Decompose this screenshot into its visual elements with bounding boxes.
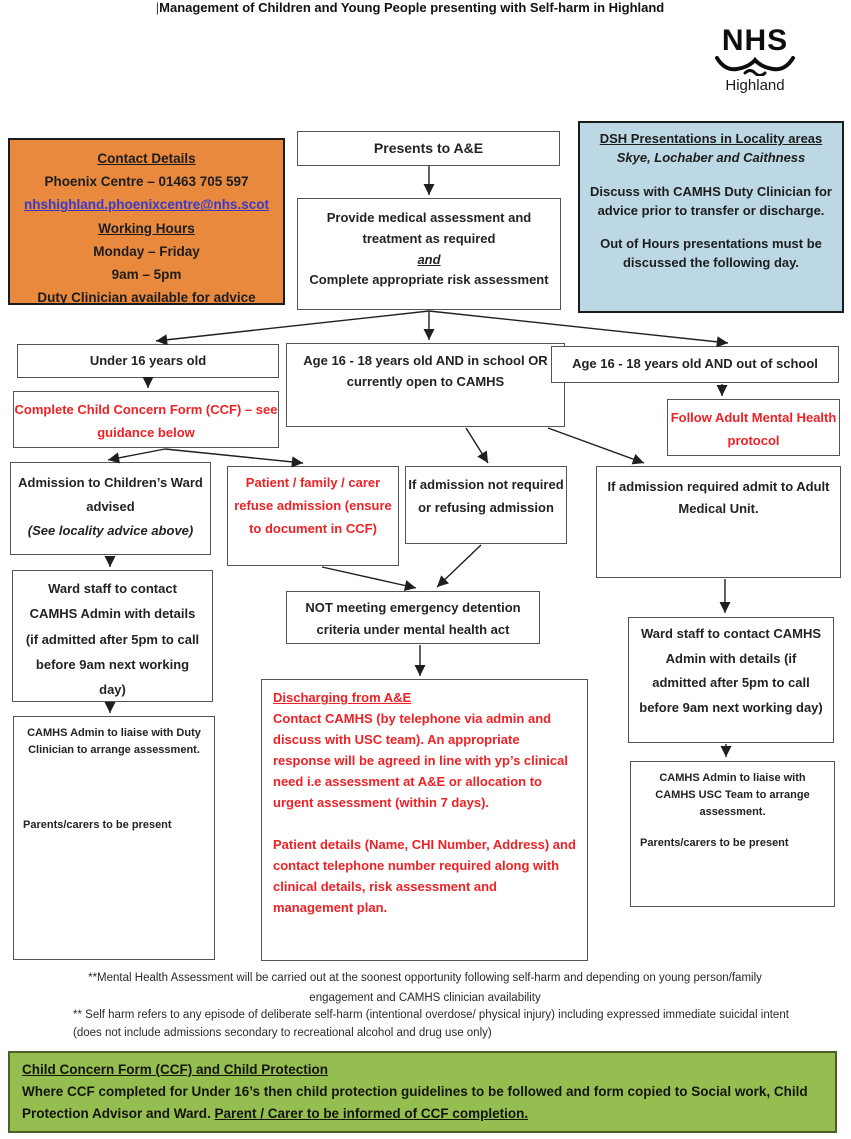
node-under-16 [17, 344, 279, 378]
locality-areas: Skye, Lochaber and Caithness [616, 149, 806, 165]
contact-details-box [8, 138, 285, 305]
nhs-logo-text: NHS [721, 24, 789, 57]
page-title [0, 0, 820, 15]
working-days: Monday – Friday [93, 243, 200, 259]
node-follow-adult-protocol [667, 399, 840, 456]
contact-phone: Phoenix Centre – 01463 705 597 [44, 174, 249, 190]
node-ward-staff-contact-left [12, 570, 213, 702]
node-refuse-admission [227, 466, 399, 566]
camhs-left-para1: CAMHS Admin to liaise with Duty Clinician to arrange assessment. [27, 727, 201, 757]
page-title-text: Management of Children and Young People presenting with Self-harm in Highland [159, 0, 665, 15]
discharge-heading: Discharging from A&E [273, 690, 412, 705]
node-camhs-admin-liaise-right [630, 761, 835, 907]
ccf-box-body: Where CCF completed for Under 16’s then child protection guidelines to be followed and form copied to Social work, Child Protection Advisor and Ward. [22, 1083, 808, 1121]
camhs-right-para1: CAMHS Admin to liaise with CAMHS USC Team to arrange assessment. [655, 772, 810, 819]
node-admission-not-required [405, 466, 567, 544]
locality-dsh-box [578, 121, 844, 313]
node-camhs-admin-liaise-left [13, 716, 215, 960]
ccf-box-body-underlined: Parent / Carer to be informed of CCF completion. [214, 1105, 529, 1121]
ward-advised-line2: (See locality advice above) [27, 523, 194, 539]
locality-para1: Discuss with CAMHS Duty Clinician for advice prior to transfer or discharge. [590, 183, 832, 218]
medical-and: and [417, 251, 441, 267]
node-medical-assessment [297, 198, 561, 310]
node-not-meeting-detention-criteria [286, 591, 540, 644]
node-16-18-out-of-school [551, 346, 839, 383]
node-complete-ccf [13, 391, 279, 448]
working-hours-heading: Working Hours [98, 220, 195, 236]
node-refuse-admission-label: Patient / family / carer refuse admission (ensure to document in CCF) [234, 475, 392, 536]
node-ward-staff-contact-right [628, 617, 834, 743]
node-admission-childrens-ward [10, 462, 211, 555]
nhs-logo-region-text: Highland [725, 77, 785, 94]
node-admit-adult-medical-unit [596, 466, 841, 578]
child-concern-form-box [8, 1051, 837, 1133]
nhs-highland-logo [703, 26, 807, 94]
ccf-box-heading: Child Concern Form (CCF) and Child Protection [22, 1062, 328, 1077]
nhs-highland-logo-icon [713, 56, 797, 76]
node-16-18-in-school [286, 343, 565, 427]
locality-heading: DSH Presentations in Locality areas [599, 131, 823, 146]
node-under-16-label: Under 16 years old [89, 352, 207, 368]
medical-line1: Provide medical assessment and treatment as required [326, 210, 532, 246]
discharge-para2: Patient details (Name, CHI Number, Address) and contact telephone number required along with clinical details, risk assessment and management plan. [273, 837, 576, 916]
camhs-right-para2: Parents/carers to be present [640, 837, 789, 850]
node-discharging-from-ae [261, 679, 588, 961]
node-ward-staff-contact-right-label: Ward staff to contact CAMHS Admin with details (if admitted after 5pm to call before 9am next working day) [639, 626, 823, 716]
node-presents-to-ae-label: Presents to A&E [373, 140, 484, 157]
node-16-18-in-school-label: Age 16 - 18 years old AND in school OR currently open to CAMHS [303, 353, 548, 389]
discharge-para1: Contact CAMHS (by telephone via admin and discuss with USC team). An appropriate response will be agreed in line with yp’s clinical need i.e assessment at A&E or allocation to urgent assessment (within 7 days). [273, 711, 568, 811]
node-admit-adult-medical-unit-label: If admission required admit to Adult Medical Unit. [607, 479, 830, 517]
node-admission-not-required-label: If admission not required or refusing admission [408, 477, 564, 515]
camhs-left-para2: Parents/carers to be present [23, 819, 172, 832]
node-presents-to-ae [297, 131, 560, 166]
duty-clinician-note: Duty Clinician available for advice [37, 290, 256, 306]
locality-para2: Out of Hours presentations must be discussed the following day. [600, 236, 822, 271]
footnote-self-harm-definition: ** Self harm refers to any episode of deliberate self-harm (intentional overdose/ physical injury) including expressed immediate suicidal intent (does not include admissions secondary to recreational alcohol and drug use only) [73, 1009, 789, 1040]
node-follow-adult-protocol-label: Follow Adult Mental Health protocol [670, 410, 837, 449]
medical-line2: Complete appropriate risk assessment [309, 272, 549, 288]
contact-heading: Contact Details [97, 151, 196, 166]
ward-advised-line1: Admission to Children’s Ward advised [18, 475, 203, 515]
text-cursor: | [155, 0, 160, 15]
node-16-18-out-of-school-label: Age 16 - 18 years old AND out of school [572, 356, 818, 372]
node-ward-staff-contact-left-label: Ward staff to contact CAMHS Admin with details (if admitted after 5pm to call before 9am next working day) [25, 581, 200, 698]
email-link[interactable]: nhshighland.phoenixcentre@nhs.scot [24, 197, 269, 213]
node-not-meeting-detention-criteria-label: NOT meeting emergency detention criteria under mental health act [305, 600, 521, 638]
footnote-mental-health-assessment: **Mental Health Assessment will be carried out at the soonest opportunity following self-harm and depending on young person/family engagement and CAMHS clinician availability [88, 972, 762, 1004]
node-complete-ccf-label: Complete Child Concern Form (CCF) – see guidance below [14, 402, 278, 441]
working-times: 9am – 5pm [111, 267, 182, 283]
